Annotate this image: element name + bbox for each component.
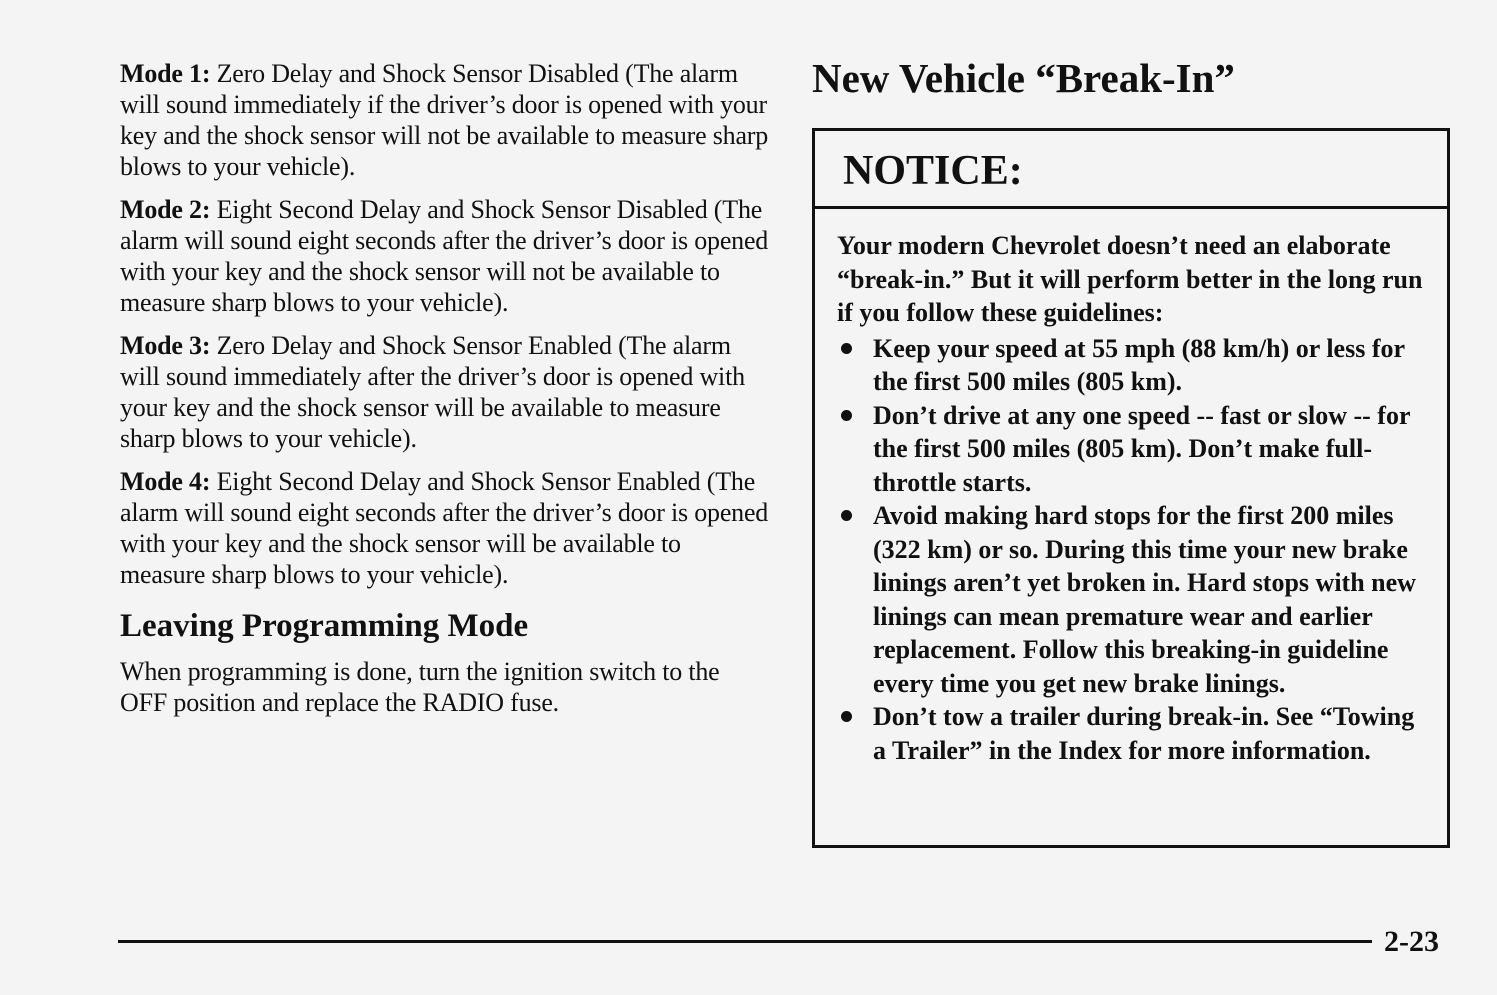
notice-box: [812, 128, 1450, 848]
break-in-title: New Vehicle “Break-In”: [812, 55, 1235, 101]
notice-header: NOTICE:: [815, 131, 1447, 209]
notice-bullet-text: Avoid making hard stops for the first 200 miles (322 km) or so. During this time your new brake linings aren’t yet broken in. Hard stops with new linings can mean premature wear and earlier replacement. Follow this breaking-in guideline every time you get new brake linings.: [873, 501, 1416, 698]
notice-intro: Your modern Chevrolet doesn’t need an elaborate “break-in.” But it will perform better in the long run if you follow these guidelines:: [837, 231, 1423, 327]
notice-bullet-text: Keep your speed at 55 mph (88 km/h) or less for the first 500 miles (805 km).: [873, 333, 1405, 396]
notice-bullet-item: [837, 332, 1427, 399]
notice-bullet-item: [837, 700, 1427, 767]
mode-4-label: Mode 4:: [120, 467, 211, 496]
bullet-icon: [841, 711, 852, 722]
mode-3-label: Mode 3:: [120, 331, 211, 360]
notice-bullet-list: [837, 332, 1427, 768]
mode-1-paragraph: [120, 58, 770, 182]
mode-1-text: Zero Delay and Shock Sensor Disabled (The alarm will sound immediately if the driver’s door is opened with your key and the shock sensor will not be available to measure sharp blows to your vehicle).: [120, 59, 769, 181]
closing-paragraph: When programming is done, turn the ignition switch to the OFF position and replace the RADIO fuse.: [120, 657, 720, 717]
mode-2-text: Eight Second Delay and Shock Sensor Disabled (The alarm will sound eight seconds after the driver’s door is opened with your key and the shock sensor will not be available to measure sharp blows to your vehicle).: [120, 195, 769, 317]
bullet-icon: [841, 510, 852, 521]
mode-1-label: Mode 1:: [120, 59, 211, 88]
mode-2-paragraph: [120, 194, 770, 318]
bullet-icon: [841, 343, 852, 354]
notice-bullet-item: [837, 399, 1427, 500]
mode-4-paragraph: [120, 466, 770, 590]
mode-3-text: Zero Delay and Shock Sensor Enabled (The alarm will sound immediately after the driver’s door is opened with your key and the shock sensor will be available to measure sharp blows to your vehicle).: [120, 331, 745, 453]
notice-body: [815, 209, 1447, 767]
footer-rule: [118, 940, 1372, 943]
notice-bullet-text: Don’t tow a trailer during break-in. See “Towing a Trailer” in the Index for more information.: [873, 702, 1415, 765]
mode-3-paragraph: [120, 330, 770, 454]
notice-bullet-text: Don’t drive at any one speed -- fast or slow -- for the first 500 miles (805 km). Don’t make full-throttle starts.: [873, 400, 1411, 497]
bullet-icon: [841, 410, 852, 421]
mode-2-label: Mode 2:: [120, 195, 211, 224]
mode-4-text: Eight Second Delay and Shock Sensor Enabled (The alarm will sound eight seconds after the driver’s door is opened with your key and the shock sensor will be available to measure sharp blows to your vehicle).: [120, 467, 769, 589]
notice-bullet-item: [837, 499, 1427, 700]
left-column: [120, 58, 770, 730]
leaving-programming-mode-heading: Leaving Programming Mode: [120, 608, 529, 644]
page-number: 2-23: [1384, 925, 1439, 958]
